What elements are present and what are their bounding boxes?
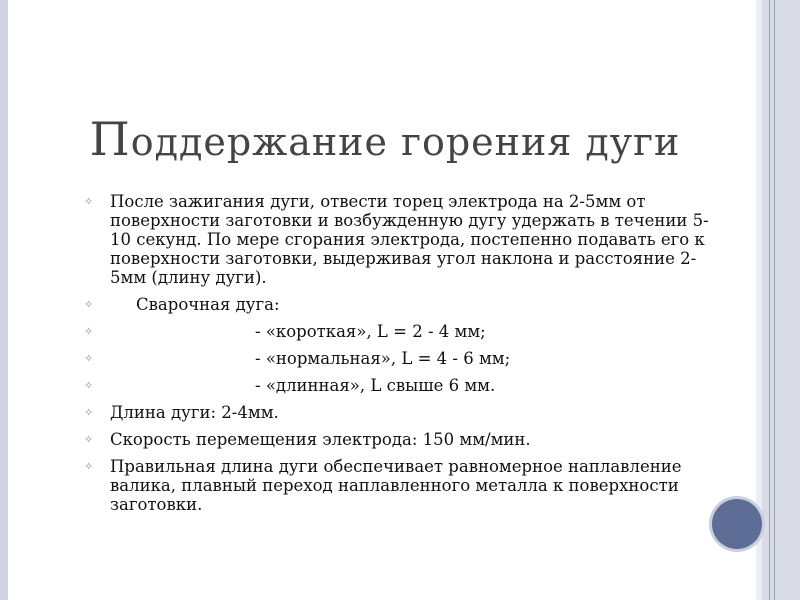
bullet-icon: ✧ (84, 433, 94, 446)
item-text: После зажигания дуги, отвести торец электрода на 2-5мм от поверхности заготовки и возбужденную дугу удержать в течении 5-10 секунд. По мере сгорания электрода, постепенно подавать его к поверхности заготовки, выдерживая угол наклона и расстояние 2-5мм (длину дуги). (110, 192, 709, 287)
bullet-icon: ✧ (84, 460, 94, 473)
bullet-icon: ✧ (84, 406, 94, 419)
list-item (84, 403, 724, 422)
right-frame-line (774, 0, 775, 600)
item-text: Длина дуги: 2-4мм. (110, 403, 279, 422)
bullet-icon: ✧ (84, 352, 94, 365)
item-text: - «длинная», L свыше 6 мм. (255, 376, 496, 395)
title-rest: оддержание горения дуги (130, 120, 681, 164)
bullet-list (84, 192, 724, 522)
title-first-letter: П (89, 112, 131, 166)
list-item (84, 349, 724, 368)
list-item (84, 295, 724, 314)
right-frame-line (769, 0, 770, 600)
bullet-icon: ✧ (84, 298, 94, 311)
item-text: - «нормальная», L = 4 - 6 мм; (255, 349, 511, 368)
item-text: Сварочная дуга: (136, 295, 280, 314)
right-frame-bar (762, 0, 800, 600)
bullet-icon: ✧ (84, 325, 94, 338)
list-item (84, 322, 724, 341)
item-text: Скорость перемещения электрода: 150 мм/мин. (110, 430, 531, 449)
list-item (84, 457, 724, 514)
decorative-circle (712, 499, 762, 549)
list-item (84, 430, 724, 449)
list-item (84, 376, 724, 395)
slide-title (60, 112, 710, 166)
bullet-icon: ✧ (84, 195, 94, 208)
item-text: - «короткая», L = 2 - 4 мм; (255, 322, 486, 341)
left-frame-bar (0, 0, 8, 600)
item-text: Правильная длина дуги обеспечивает равномерное наплавление валика, плавный переход наплавленного металла к поверхности заготовки. (110, 457, 682, 514)
list-item (84, 192, 724, 287)
bullet-icon: ✧ (84, 379, 94, 392)
